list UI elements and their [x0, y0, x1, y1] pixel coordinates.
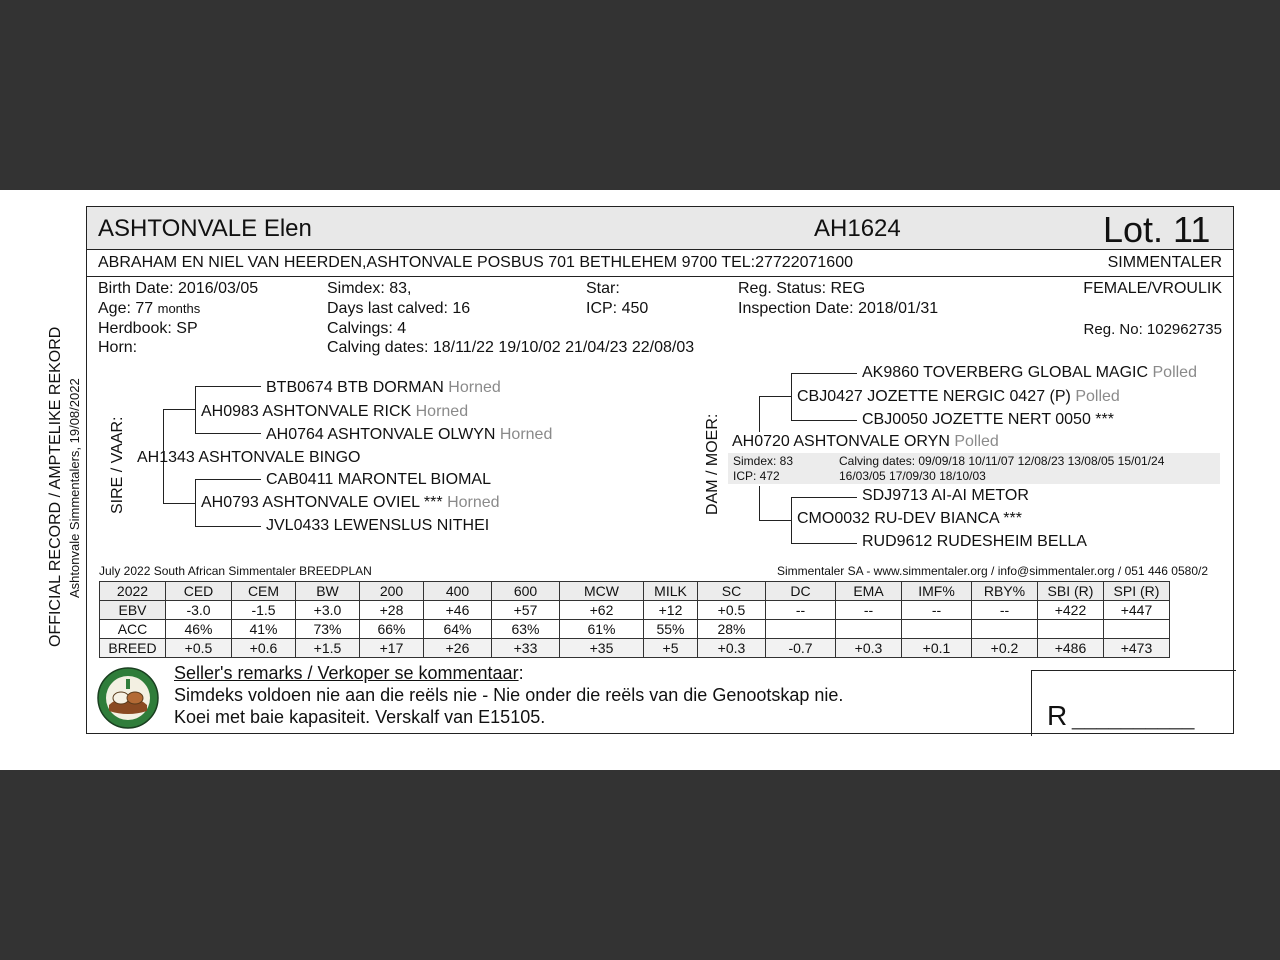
acc-cell — [1038, 620, 1104, 639]
sire-sire-bracket — [195, 386, 196, 433]
dam-dam-bracket — [791, 497, 792, 543]
ebv-cell: +62 — [560, 601, 644, 620]
acc-row-label: ACC — [100, 620, 166, 639]
ebv-header-cell: IMF% — [902, 582, 972, 601]
acc-cell — [766, 620, 836, 639]
price-label: R — [1047, 700, 1068, 731]
ebv-cell: -- — [902, 601, 972, 620]
dam-dam-dam: RUD9612 RUDESHEIM BELLA — [862, 533, 1087, 550]
herdbook: Herdbook: SP — [98, 320, 198, 337]
ebv-header-cell: 400 — [424, 582, 492, 601]
dam-dam-sire: SDJ9713 AI-AI METOR — [862, 487, 1029, 504]
acc-cell: 41% — [232, 620, 296, 639]
ebv-header-row — [100, 582, 1170, 601]
ebv-header-cell: SBI (R) — [1038, 582, 1104, 601]
ebv-cell: +0.5 — [698, 601, 766, 620]
dam-sire: CBJ0427 JOZETTE NERGIC 0427 (P) Polled — [797, 388, 1120, 405]
simmentaler-society-logo-icon — [97, 667, 159, 729]
breed-cell: +33 — [492, 639, 560, 658]
acc-row — [100, 620, 1170, 639]
acc-cell: 73% — [296, 620, 360, 639]
acc-cell: 64% — [424, 620, 492, 639]
breed-cell: +26 — [424, 639, 492, 658]
owner-line: ABRAHAM EN NIEL VAN HEERDEN,ASHTONVALE POSBUS 701 BETHLEHEM 9700 TEL:27722071600 — [98, 254, 853, 271]
sire-branch-bottom — [163, 503, 195, 504]
price-line: __________ — [1072, 705, 1195, 730]
ebv-header-cell: BW — [296, 582, 360, 601]
ebv-cell: +422 — [1038, 601, 1104, 620]
sire-sire-sire: BTB0674 BTB DORMAN Horned — [266, 379, 501, 396]
breed-cell: +0.3 — [698, 639, 766, 658]
ebv-header-cell: MILK — [644, 582, 698, 601]
acc-cell: 61% — [560, 620, 644, 639]
sire-branch-top — [163, 409, 195, 410]
ebv-table — [99, 581, 1170, 658]
ebv-cell: -- — [836, 601, 902, 620]
ebv-header-cell: DC — [766, 582, 836, 601]
breed-cell: +0.2 — [972, 639, 1038, 658]
animal-reg-code: AH1624 — [814, 215, 901, 242]
ebv-cell: -- — [972, 601, 1038, 620]
ebv-header-cell: CEM — [232, 582, 296, 601]
reg-status: Reg. Status: REG — [738, 280, 866, 297]
dam-dam: CMO0032 RU-DEV BIANCA *** — [797, 510, 1022, 527]
dam-icp: ICP: 472 — [733, 469, 780, 483]
ebv-header-cell: 2022 — [100, 582, 166, 601]
ebv-header-cell: 600 — [492, 582, 560, 601]
ebv-cell: +3.0 — [296, 601, 360, 620]
breed-row — [100, 639, 1170, 658]
ebv-header-cell: RBY% — [972, 582, 1038, 601]
lot-card — [0, 190, 1280, 770]
acc-cell — [1104, 620, 1170, 639]
lot-number: Lot. 11 — [1103, 209, 1211, 250]
sire-dam-bracket — [195, 479, 196, 526]
breed-cell: +473 — [1104, 639, 1170, 658]
dam-calving-dates-1: Calving dates: 09/09/18 10/11/07 12/08/23 13/08/05 15/01/24 — [839, 454, 1165, 468]
breed-cell: +0.5 — [166, 639, 232, 658]
reg-no: Reg. No: 102962735 — [1083, 321, 1222, 338]
ebv-cell: -3.0 — [166, 601, 232, 620]
ebv-cell: +57 — [492, 601, 560, 620]
ebv-cell: -- — [766, 601, 836, 620]
ebv-cell: +12 — [644, 601, 698, 620]
animal-name: ASHTONVALE Elen — [98, 215, 312, 242]
acc-cell: 63% — [492, 620, 560, 639]
ebv-row-label: EBV — [100, 601, 166, 620]
sire-sire-dam: AH0764 ASHTONVALE OLWYN Horned — [266, 426, 553, 443]
dam-sire-branch-bottom — [791, 420, 857, 421]
acc-cell: 55% — [644, 620, 698, 639]
remarks-heading: Seller's remarks / Verkoper se kommentaar: — [174, 663, 524, 683]
sire-label: SIRE / VAAR: — [109, 416, 126, 514]
dam-branch-bottom — [759, 520, 791, 521]
breed-cell: +486 — [1038, 639, 1104, 658]
acc-cell: 28% — [698, 620, 766, 639]
breed-label: SIMMENTALER — [1107, 254, 1222, 271]
dam-sire-bracket — [791, 373, 792, 420]
ebv-row — [100, 601, 1170, 620]
dam-name: AH0720 ASHTONVALE ORYN Polled — [732, 433, 999, 450]
sire-sire-branch-bottom — [195, 433, 261, 434]
ebv-header-cell: 200 — [360, 582, 424, 601]
sire-dam-branch-top — [195, 479, 261, 480]
dam-label: DAM / MOER: — [704, 413, 721, 515]
simdex: Simdex: 83, — [327, 280, 412, 297]
acc-cell: 66% — [360, 620, 424, 639]
breed-cell: +0.1 — [902, 639, 972, 658]
ebv-header-cell: EMA — [836, 582, 902, 601]
horn: Horn: — [98, 339, 138, 356]
record-source-label: Ashtonvale Simmentalers, 19/08/2022 — [67, 378, 82, 598]
ebv-cell: +28 — [360, 601, 424, 620]
breed-cell: +1.5 — [296, 639, 360, 658]
breed-cell: +17 — [360, 639, 424, 658]
sire-dam-sire: CAB0411 MARONTEL BIOMAL — [266, 471, 491, 488]
sire-dam-branch-bottom — [195, 526, 261, 527]
dam-calving-dates-2: 16/03/05 17/09/30 18/10/03 — [839, 469, 986, 483]
sire-dam-dam: JVL0433 LEWENSLUS NITHEI — [266, 517, 490, 534]
acc-cell — [902, 620, 972, 639]
dam-dam-branch-bottom — [791, 543, 857, 544]
breed-cell: +35 — [560, 639, 644, 658]
breedplan-source: July 2022 South African Simmentaler BREEDPLAN — [99, 564, 372, 578]
sire-sire-branch-top — [195, 386, 261, 387]
birth-date: Birth Date: 2016/03/05 — [98, 280, 259, 297]
ebv-cell: +447 — [1104, 601, 1170, 620]
age: Age: 77 months — [98, 300, 201, 317]
ebv-cell: +46 — [424, 601, 492, 620]
breed-cell: +0.3 — [836, 639, 902, 658]
acc-cell — [836, 620, 902, 639]
dam-bracket-bottom — [759, 486, 760, 520]
sex: FEMALE/VROULIK — [1083, 280, 1222, 297]
breed-row-label: BREED — [100, 639, 166, 658]
ebv-header-cell: SPI (R) — [1104, 582, 1170, 601]
breed-cell: +0.6 — [232, 639, 296, 658]
days-last-calved: Days last calved: 16 — [327, 300, 471, 317]
acc-cell: 46% — [166, 620, 232, 639]
sire-sire: AH0983 ASHTONVALE RICK Horned — [201, 403, 469, 420]
dam-bracket-top — [759, 396, 760, 432]
breed-cell: -0.7 — [766, 639, 836, 658]
breed-cell: +5 — [644, 639, 698, 658]
remarks-line-2: Koei met baie kapasiteit. Verskalf van E15105. — [174, 707, 546, 727]
remarks-line-1: Simdeks voldoen nie aan die reëls nie - Nie onder die reëls van die Genootskap nie. — [174, 685, 844, 705]
dam-sire-branch-top — [791, 373, 857, 374]
acc-cell — [972, 620, 1038, 639]
sire-name: AH1343 ASHTONVALE BINGO — [137, 449, 361, 466]
ebv-header-cell: SC — [698, 582, 766, 601]
star: Star: — [586, 280, 620, 297]
calving-dates: Calving dates: 18/11/22 19/10/02 21/04/23 22/08/03 — [327, 339, 695, 356]
dam-dam-branch-top — [791, 497, 857, 498]
dam-sire-dam: CBJ0050 JOZETTE NERT 0050 *** — [862, 411, 1114, 428]
sire-dam: AH0793 ASHTONVALE OVIEL *** Horned — [201, 494, 500, 511]
calvings: Calvings: 4 — [327, 320, 407, 337]
official-record-label: OFFICIAL RECORD / AMPTELIKE REKORD — [47, 326, 64, 647]
icp: ICP: 450 — [586, 300, 649, 317]
inspection-date: Inspection Date: 2018/01/31 — [738, 300, 939, 317]
dam-branch-top — [759, 396, 791, 397]
dam-simdex: Simdex: 83 — [733, 454, 794, 468]
ebv-header-cell: CED — [166, 582, 232, 601]
society-contact: Simmentaler SA - www.simmentaler.org / info@simmentaler.org / 051 446 0580/2 — [776, 564, 1208, 578]
dam-sire-sire: AK9860 TOVERBERG GLOBAL MAGIC Polled — [862, 364, 1197, 381]
ebv-header-cell: MCW — [560, 582, 644, 601]
ebv-cell: -1.5 — [232, 601, 296, 620]
